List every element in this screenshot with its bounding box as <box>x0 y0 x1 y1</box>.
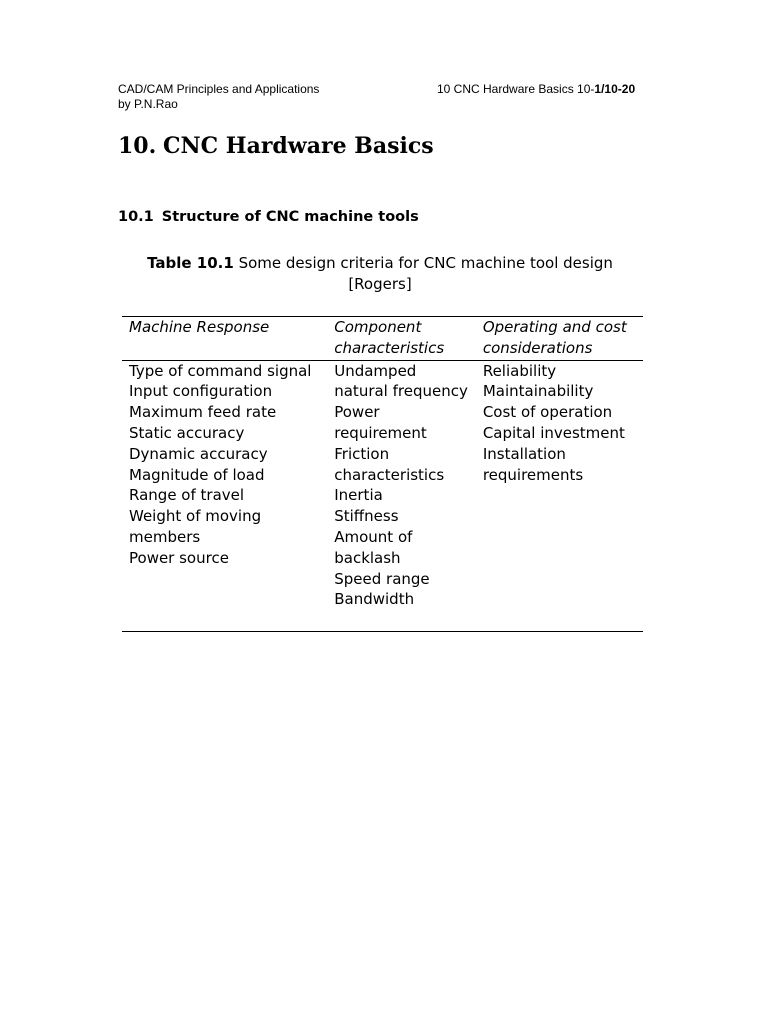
table-line: Maintainability <box>482 382 594 401</box>
table-line: Operating and cost <box>482 318 627 336</box>
table-caption-text: Some design criteria for CNC machine tool design [Rogers] <box>233 254 613 293</box>
table-line: Range of travel <box>129 486 245 505</box>
table-line: Power <box>334 403 380 422</box>
cell-lines <box>334 361 476 632</box>
book-title: CAD/CAM Principles and Applications <box>118 82 320 96</box>
header-lines <box>334 317 476 360</box>
operating-cost-cell <box>476 360 643 632</box>
chapter-reference: 10 CNC Hardware Basics 10- <box>437 82 595 96</box>
table-line: Dynamic accuracy <box>129 444 268 463</box>
table-line: members <box>129 527 201 546</box>
page-total: 10-20 <box>604 82 636 96</box>
table-line: characteristics <box>334 338 445 357</box>
table-line: requirements <box>482 465 584 484</box>
table-line: backlash <box>334 548 401 567</box>
table-line: characteristics <box>334 465 445 484</box>
header-machine-response <box>122 317 327 361</box>
author-line: by P.N.Rao <box>118 97 178 111</box>
component-characteristics-cell <box>327 360 476 632</box>
table-line: Friction <box>334 444 390 463</box>
table-line: Weight of moving <box>129 507 262 526</box>
table-header-row <box>122 317 643 361</box>
header-component-characteristics <box>327 317 476 361</box>
running-header <box>437 81 635 97</box>
table-line: Stiffness <box>334 507 399 526</box>
design-criteria-table <box>122 316 643 632</box>
table-line: Type of command signal <box>129 361 312 380</box>
page-separator: / <box>601 82 605 96</box>
table-line: Maximum feed rate <box>129 403 277 422</box>
table-line: requirement <box>334 423 427 442</box>
table-line: Input configuration <box>129 382 273 401</box>
cell-lines <box>129 361 327 590</box>
header-lines <box>483 317 643 360</box>
table-caption <box>118 253 642 295</box>
chapter-title <box>118 131 434 161</box>
table-line: Inertia <box>334 486 383 505</box>
machine-response-cell <box>122 360 327 632</box>
table-line: Undamped <box>334 361 417 380</box>
table-line: Static accuracy <box>129 423 245 442</box>
table-line: Bandwidth <box>334 590 415 609</box>
table-row <box>122 360 643 632</box>
table-line: Cost of operation <box>482 403 613 422</box>
chapter-number: 10. <box>118 133 157 159</box>
header-operating-cost <box>476 317 643 361</box>
section-number: 10.1 <box>118 209 154 225</box>
table-caption-label: Table 10.1 <box>147 254 234 272</box>
table-line: Capital investment <box>482 423 625 442</box>
cell-lines <box>483 361 643 507</box>
page-number: 1 <box>594 82 602 96</box>
table-line: Machine Response <box>129 318 270 336</box>
table-line: Power source <box>129 548 229 567</box>
section-heading <box>118 207 419 227</box>
table-line: Amount of <box>334 527 413 546</box>
table-line: Magnitude of load <box>129 465 265 484</box>
header-lines <box>129 317 327 339</box>
table-line: Installation <box>482 444 566 463</box>
table-line: natural frequency <box>334 382 468 401</box>
chapter-title-text: CNC Hardware Basics <box>163 133 434 159</box>
table-line: Component <box>334 318 422 336</box>
table-line: considerations <box>482 338 593 357</box>
table-line: Reliability <box>482 361 557 380</box>
table-line: Speed range <box>334 569 430 588</box>
section-title: Structure of CNC machine tools <box>161 209 419 225</box>
